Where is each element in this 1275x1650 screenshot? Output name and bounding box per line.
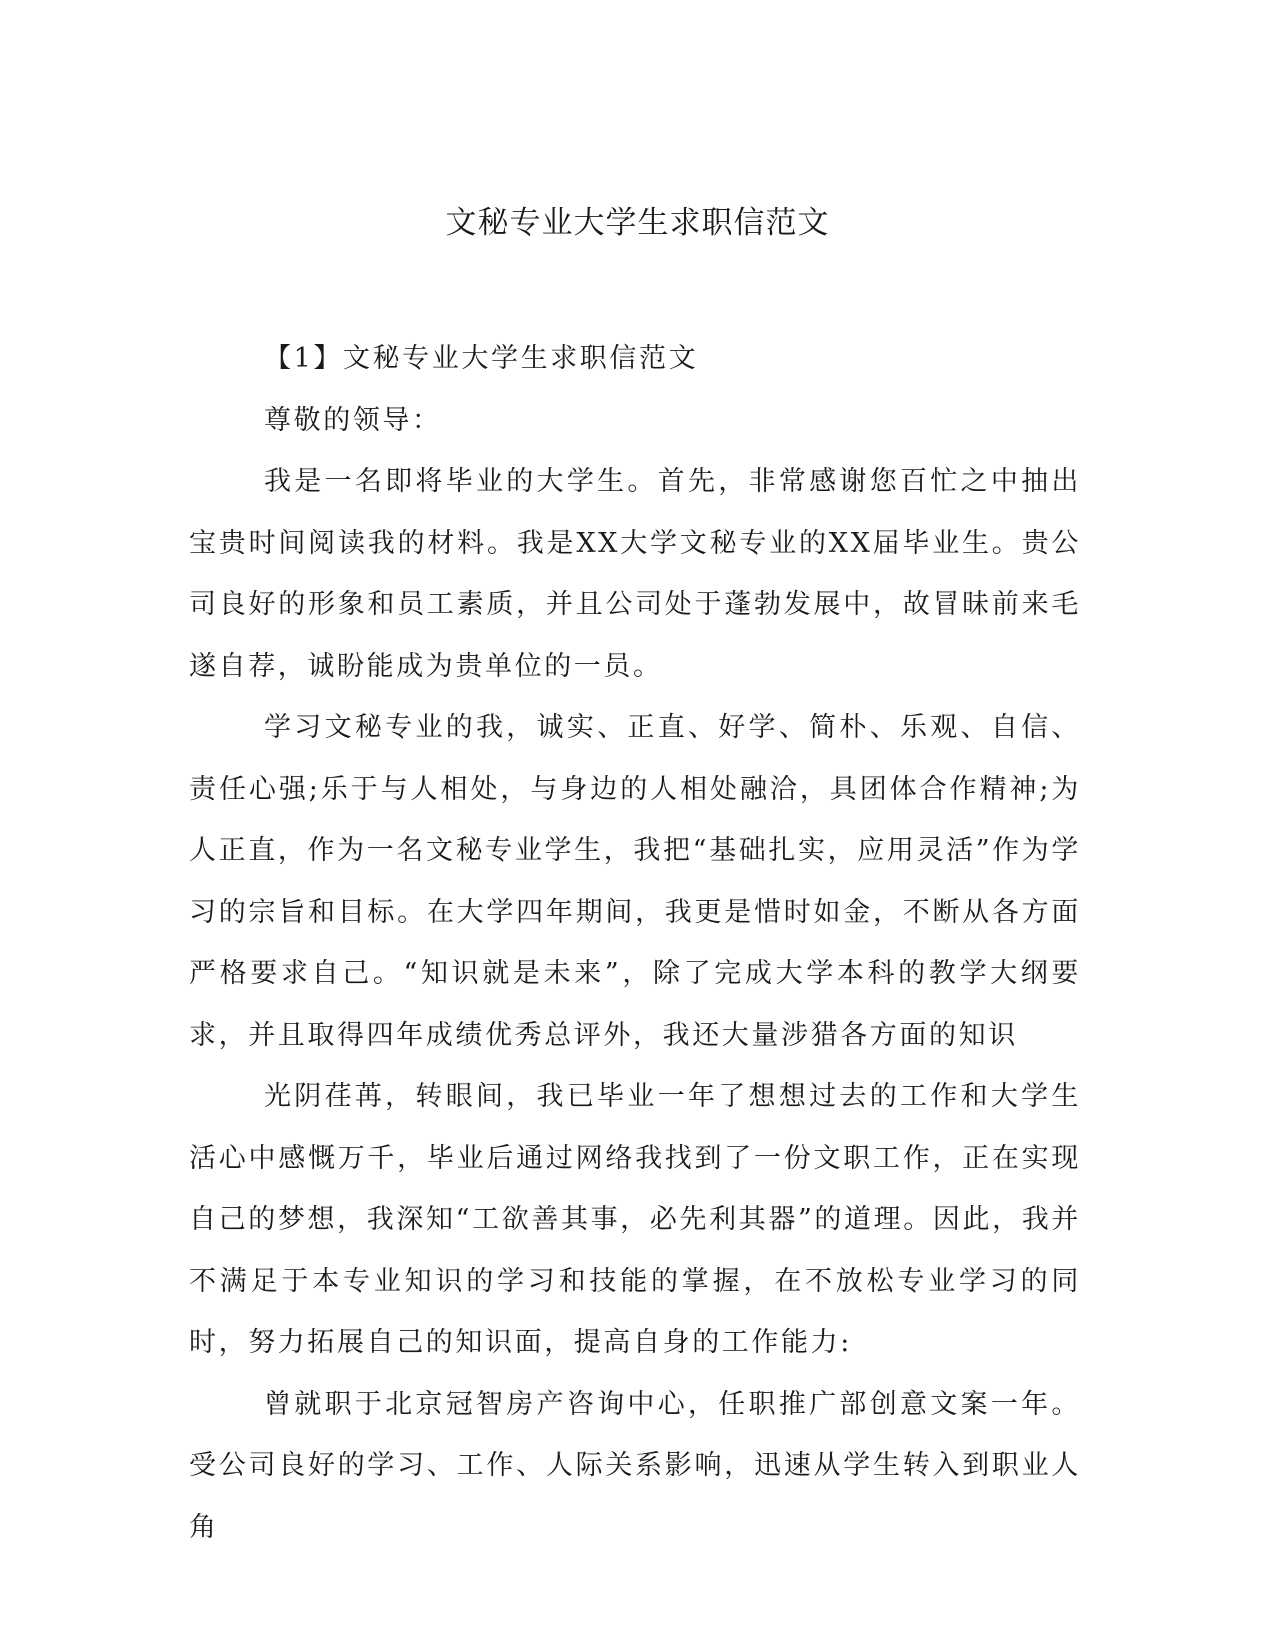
paragraph-character: 学习文秘专业的我，诚实、正直、好学、简朴、乐观、自信、责任心强;乐于与人相处，与身边的人相处融洽，具团体合作精神;为人正直，作为一名文秘专业学生，我把“基础扎实，应用灵活”作为学习的宗旨和目标。在大学四年期间，我更是惜时如金，不断从各方面严格要求自己。“知识就是未来”，除了完成大学本科的教学大纲要求，并且取得四年成绩优秀总评外，我还大量涉猎各方面的知识: [189, 712, 1081, 1051]
document-body: [189, 328, 1081, 1558]
section-heading: 【1】文秘专业大学生求职信范文: [264, 343, 699, 374]
document-title: 文秘专业大学生求职信范文: [445, 205, 830, 241]
paragraph-experience: 光阴荏苒，转眼间，我已毕业一年了想想过去的工作和大学生活心中感慨万千，毕业后通过网络我找到了一份文职工作，正在实现自己的梦想，我深知“工欲善其事，必先利其器”的道理。因此，我并不满足于本专业知识的学习和技能的掌握，在不放松专业学习的同时，努力拓展自己的知识面，提高自身的工作能力:: [189, 1081, 1081, 1358]
paragraph-intro: 我是一名即将毕业的大学生。首先，非常感谢您百忙之中抽出宝贵时间阅读我的材料。我是XX大学文秘专业的XX届毕业生。贵公司良好的形象和员工素质，并且公司处于蓬勃发展中，故冒昧前来毛遂自荐，诚盼能成为贵单位的一员。: [189, 466, 1081, 682]
salutation: 尊敬的领导：: [264, 404, 442, 436]
paragraph-employment: 曾就职于北京冠智房产咨询中心，任职推广部创意文案一年。受公司良好的学习、工作、人际关系影响，迅速从学生转入到职业人角: [189, 1388, 1081, 1543]
